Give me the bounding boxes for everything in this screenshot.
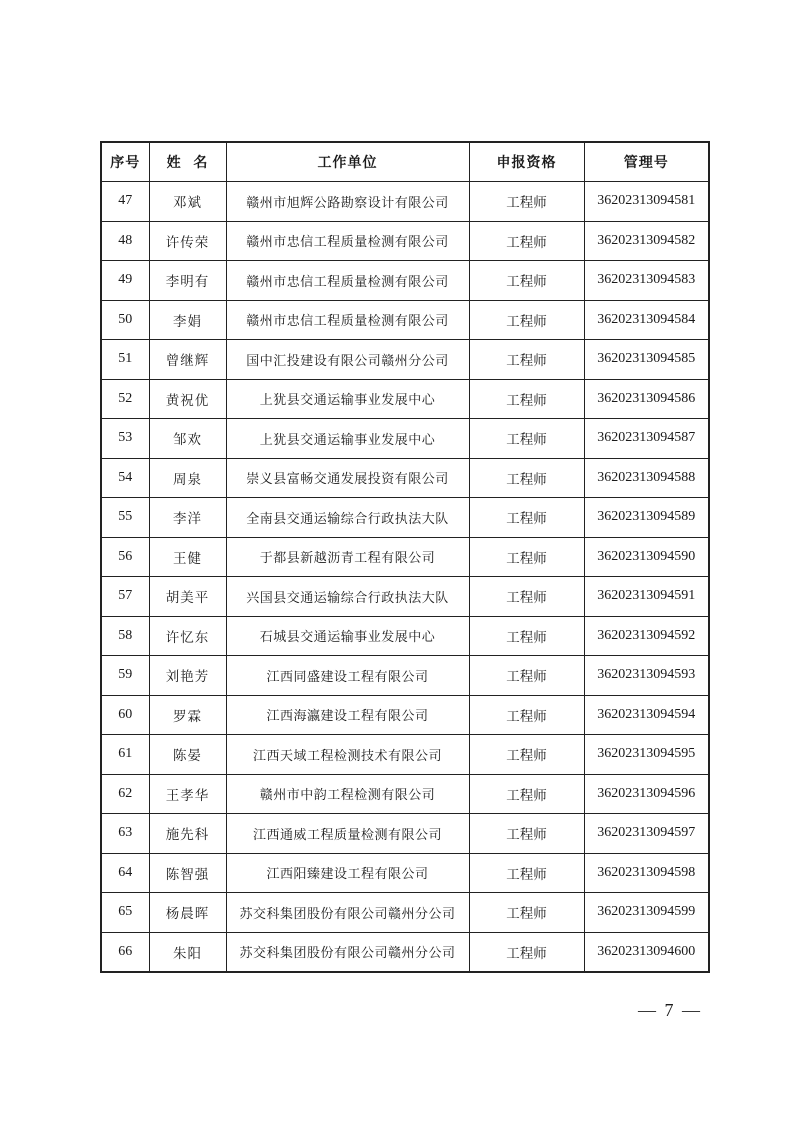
cell-qualification: 工程师 (469, 340, 584, 380)
cell-qualification: 工程师 (469, 458, 584, 498)
table-row (101, 537, 709, 577)
table-row (101, 932, 709, 972)
cell-index: 60 (101, 695, 149, 735)
cell-unit: 江西同盛建设工程有限公司 (226, 656, 469, 696)
header-qualification: 申报资格 (469, 142, 584, 182)
cell-qualification: 工程师 (469, 656, 584, 696)
table-row (101, 419, 709, 459)
cell-index: 55 (101, 498, 149, 538)
cell-unit: 江西海瀛建设工程有限公司 (226, 695, 469, 735)
cell-index: 63 (101, 814, 149, 854)
cell-name: 杨晨晖 (149, 893, 226, 933)
cell-unit: 崇义县富畅交通发展投资有限公司 (226, 458, 469, 498)
table-row (101, 498, 709, 538)
cell-name: 朱阳 (149, 932, 226, 972)
cell-qualification: 工程师 (469, 616, 584, 656)
table-row (101, 814, 709, 854)
cell-qualification: 工程师 (469, 300, 584, 340)
cell-code: 36202313094584 (584, 300, 709, 340)
cell-code: 36202313094585 (584, 340, 709, 380)
cell-index: 65 (101, 893, 149, 933)
table-row (101, 182, 709, 222)
cell-code: 36202313094598 (584, 853, 709, 893)
table-header-row (101, 142, 709, 182)
cell-code: 36202313094590 (584, 537, 709, 577)
cell-index: 62 (101, 774, 149, 814)
cell-qualification: 工程师 (469, 932, 584, 972)
cell-qualification: 工程师 (469, 379, 584, 419)
cell-index: 59 (101, 656, 149, 696)
cell-name: 刘艳芳 (149, 656, 226, 696)
cell-code: 36202313094594 (584, 695, 709, 735)
cell-code: 36202313094589 (584, 498, 709, 538)
cell-name: 李洋 (149, 498, 226, 538)
cell-qualification: 工程师 (469, 221, 584, 261)
cell-index: 61 (101, 735, 149, 775)
cell-index: 66 (101, 932, 149, 972)
table-row (101, 300, 709, 340)
cell-index: 58 (101, 616, 149, 656)
cell-code: 36202313094588 (584, 458, 709, 498)
header-unit: 工作单位 (226, 142, 469, 182)
cell-qualification: 工程师 (469, 419, 584, 459)
cell-unit: 苏交科集团股份有限公司赣州分公司 (226, 893, 469, 933)
table-row (101, 221, 709, 261)
cell-code: 36202313094586 (584, 379, 709, 419)
cell-code: 36202313094587 (584, 419, 709, 459)
table-row (101, 853, 709, 893)
cell-code: 36202313094593 (584, 656, 709, 696)
cell-name: 周泉 (149, 458, 226, 498)
table-row (101, 340, 709, 380)
cell-unit: 江西阳臻建设工程有限公司 (226, 853, 469, 893)
table-row (101, 893, 709, 933)
cell-name: 罗霖 (149, 695, 226, 735)
cell-unit: 赣州市中韵工程检测有限公司 (226, 774, 469, 814)
table-body (101, 182, 709, 973)
cell-name: 李娟 (149, 300, 226, 340)
cell-name: 曾继辉 (149, 340, 226, 380)
cell-code: 36202313094600 (584, 932, 709, 972)
cell-qualification: 工程师 (469, 735, 584, 775)
cell-index: 51 (101, 340, 149, 380)
cell-code: 36202313094582 (584, 221, 709, 261)
cell-name: 施先科 (149, 814, 226, 854)
header-code: 管理号 (584, 142, 709, 182)
cell-index: 48 (101, 221, 149, 261)
cell-unit: 于都县新越沥青工程有限公司 (226, 537, 469, 577)
header-index: 序号 (101, 142, 149, 182)
cell-code: 36202313094595 (584, 735, 709, 775)
cell-name: 许传荣 (149, 221, 226, 261)
cell-index: 64 (101, 853, 149, 893)
cell-qualification: 工程师 (469, 893, 584, 933)
cell-name: 李明有 (149, 261, 226, 301)
cell-name: 陈智强 (149, 853, 226, 893)
cell-index: 53 (101, 419, 149, 459)
cell-code: 36202313094592 (584, 616, 709, 656)
cell-name: 王健 (149, 537, 226, 577)
cell-qualification: 工程师 (469, 577, 584, 617)
page-number: — 7 — (638, 1000, 702, 1020)
table-row (101, 577, 709, 617)
cell-unit: 苏交科集团股份有限公司赣州分公司 (226, 932, 469, 972)
cell-name: 黄祝优 (149, 379, 226, 419)
cell-index: 49 (101, 261, 149, 301)
cell-unit: 上犹县交通运输事业发展中心 (226, 379, 469, 419)
table-row (101, 261, 709, 301)
cell-unit: 全南县交通运输综合行政执法大队 (226, 498, 469, 538)
cell-qualification: 工程师 (469, 537, 584, 577)
cell-name: 陈晏 (149, 735, 226, 775)
cell-name: 王孝华 (149, 774, 226, 814)
cell-unit: 江西通威工程质量检测有限公司 (226, 814, 469, 854)
cell-unit: 兴国县交通运输综合行政执法大队 (226, 577, 469, 617)
cell-index: 50 (101, 300, 149, 340)
cell-unit: 赣州市旭辉公路勘察设计有限公司 (226, 182, 469, 222)
personnel-table (100, 141, 710, 973)
cell-name: 胡美平 (149, 577, 226, 617)
table-row (101, 695, 709, 735)
table-row (101, 656, 709, 696)
cell-unit: 江西天域工程检测技术有限公司 (226, 735, 469, 775)
cell-unit: 赣州市忠信工程质量检测有限公司 (226, 221, 469, 261)
cell-index: 54 (101, 458, 149, 498)
cell-name: 邓斌 (149, 182, 226, 222)
cell-code: 36202313094591 (584, 577, 709, 617)
cell-index: 52 (101, 379, 149, 419)
header-name: 姓 名 (149, 142, 226, 182)
cell-qualification: 工程师 (469, 695, 584, 735)
cell-unit: 赣州市忠信工程质量检测有限公司 (226, 300, 469, 340)
cell-unit: 赣州市忠信工程质量检测有限公司 (226, 261, 469, 301)
cell-qualification: 工程师 (469, 182, 584, 222)
cell-unit: 国中汇投建设有限公司赣州分公司 (226, 340, 469, 380)
cell-name: 邹欢 (149, 419, 226, 459)
cell-qualification: 工程师 (469, 498, 584, 538)
cell-qualification: 工程师 (469, 853, 584, 893)
cell-qualification: 工程师 (469, 814, 584, 854)
cell-index: 56 (101, 537, 149, 577)
cell-code: 36202313094599 (584, 893, 709, 933)
cell-code: 36202313094597 (584, 814, 709, 854)
table-row (101, 458, 709, 498)
table-row (101, 774, 709, 814)
cell-name: 许忆东 (149, 616, 226, 656)
cell-qualification: 工程师 (469, 774, 584, 814)
cell-code: 36202313094596 (584, 774, 709, 814)
table-row (101, 616, 709, 656)
cell-unit: 上犹县交通运输事业发展中心 (226, 419, 469, 459)
table-row (101, 735, 709, 775)
cell-qualification: 工程师 (469, 261, 584, 301)
cell-code: 36202313094583 (584, 261, 709, 301)
cell-index: 47 (101, 182, 149, 222)
cell-unit: 石城县交通运输事业发展中心 (226, 616, 469, 656)
personnel-table-container (100, 141, 708, 973)
cell-index: 57 (101, 577, 149, 617)
table-row (101, 379, 709, 419)
cell-code: 36202313094581 (584, 182, 709, 222)
